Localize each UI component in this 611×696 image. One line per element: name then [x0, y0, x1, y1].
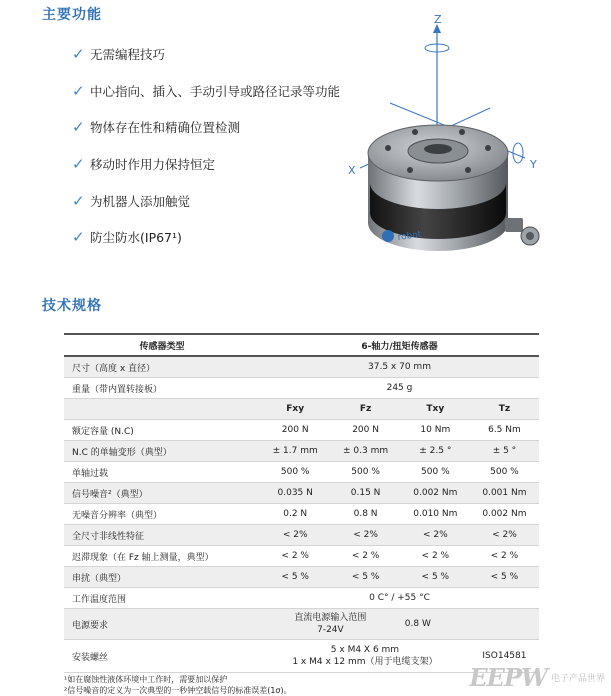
check-icon: ✓ [72, 191, 85, 210]
check-icon: ✓ [72, 45, 85, 64]
screw-hole-icon [459, 129, 465, 135]
spec-table [64, 333, 539, 673]
y-rotation-icon [513, 143, 523, 163]
check-icon: ✓ [72, 118, 85, 137]
section-title-specs: 技术规格 [42, 298, 102, 314]
brand-logo-icon [382, 230, 394, 242]
table-row: 工作温度范围 0 C° / +55 °C [64, 588, 539, 609]
feature-item: ✓ 移动时作用力保持恒定 [72, 155, 216, 174]
table-row: 安装螺丝 5 x M4 X 6 mm 1 x M4 x 12 mm（用于电缆支架） ISO14581 [64, 640, 539, 673]
table-row: 无噪音分辨率（典型） 0.2 N 0.8 N 0.010 Nm 0.002 Nm [64, 504, 539, 525]
connector-body [505, 218, 523, 232]
table-row: Fxy Fz Txy Tz [64, 399, 539, 420]
check-icon: ✓ [72, 81, 85, 100]
table-row: N.C 的单轴变形（典型） ± 1.7 mm ± 0.3 mm ± 2.5 ° ± 5 ° [64, 441, 539, 462]
sensor-illustration [330, 8, 560, 278]
feature-item: ✓ 中心指向、插入、手动引导或路径记录等功能 [72, 81, 341, 100]
footnote-2: ²信号噪音的定义为一次典型的一秒钟空载信号的标准误差(1σ)。 [64, 686, 292, 695]
check-icon: ✓ [72, 155, 85, 174]
screw-hole-icon [385, 145, 391, 151]
table-row: 重量（带内置转接板） 245 g [64, 378, 539, 399]
watermark [469, 663, 605, 692]
feature-item: ✓ 防尘防水(IP67¹) [72, 228, 182, 247]
table-row: 迟滞现象（在 Fz 轴上测量，典型） < 2 % < 2 % < 2 % < 2 % [64, 546, 539, 567]
screw-hole-icon [485, 145, 491, 151]
y-axis-label: Y [530, 158, 537, 171]
table-row: 串扰（典型） < 5 % < 5 % < 5 % < 5 % [64, 567, 539, 588]
watermark-logo: EEPW [469, 663, 547, 692]
footnote-1: ¹如在腐蚀性液体环境中工作时，需要加以保护 [64, 675, 228, 684]
feature-list [72, 36, 362, 256]
table-row: 尺寸（高度 x 直径） 37.5 x 70 mm [64, 356, 539, 378]
screw-hole-icon [412, 129, 418, 135]
feature-item: ✓ 物体存在性和精确位置检测 [72, 118, 241, 137]
sensor-center-hole [424, 144, 452, 154]
table-header-cell: 传感器类型 [64, 334, 260, 356]
footnotes [64, 674, 292, 696]
table-row: 信号噪音²（典型） 0.035 N 0.15 N 0.002 Nm 0.001 Nm [64, 483, 539, 504]
check-icon: ✓ [72, 228, 85, 247]
watermark-text: 电子产品世界 [550, 674, 605, 684]
screw-hole-icon [407, 167, 413, 173]
connector-pin-icon [526, 232, 534, 240]
table-row: 单轴过载 500 % 500 % 500 % 500 % [64, 462, 539, 483]
table-row: 电源要求 直流电源输入范围 7-24V 0.8 W [64, 609, 539, 640]
table-row: 全尺寸非线性特征 < 2% < 2% < 2% < 2% [64, 525, 539, 546]
brand-label: robot [397, 229, 422, 243]
table-row [64, 334, 539, 356]
feature-item: ✓ 为机器人添加触觉 [72, 191, 191, 210]
screw-hole-icon [465, 167, 471, 173]
table-row: 额定容量 (N.C) 200 N 200 N 10 Nm 6.5 Nm [64, 420, 539, 441]
table-header-cell: 6-轴力/扭矩传感器 [260, 334, 539, 356]
z-axis-label: Z [434, 13, 442, 26]
x-axis-label: X [348, 164, 356, 177]
feature-item: ✓ 无需编程技巧 [72, 45, 166, 64]
section-title-features: 主要功能 [42, 7, 102, 23]
